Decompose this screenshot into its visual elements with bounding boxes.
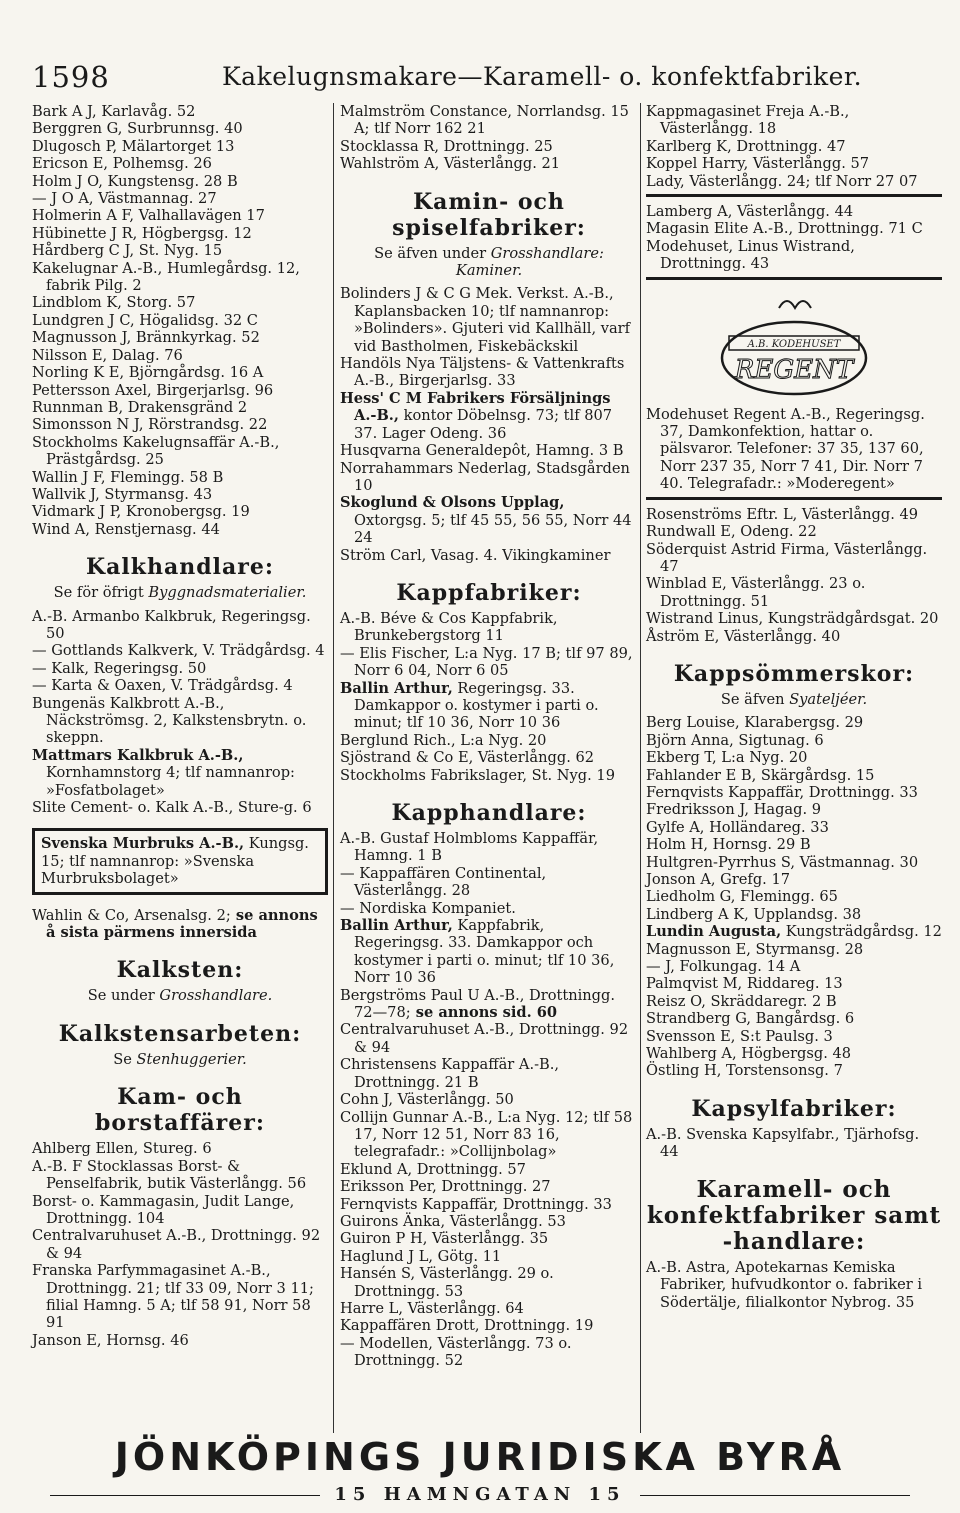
list-item: Kappaffären Drott, Drottningg. 19 <box>340 1317 594 1335</box>
entry-list <box>646 941 942 1080</box>
section-heading-kappsommerskor: Kappsömmerskor: <box>673 660 915 687</box>
list-item: Holmerin A F, Valhallavägen 17 <box>32 207 265 225</box>
list-item: Fredriksson J, Hagag. 9 <box>646 801 822 819</box>
list-item: Guirons Änka, Västerlångg. 53 <box>340 1212 566 1230</box>
list-item: Harre L, Västerlångg. 64 <box>340 1299 524 1317</box>
section-note: Se för öfrigt Byggnadsmaterialier. <box>53 584 307 602</box>
list-item: Mattmars Kalkbruk A.-B., Kornhamnstorg 4; tlf namnanrop: »Fosfatbolaget» <box>32 746 295 799</box>
advert-box-murbruk: Svenska Murbruks A.-B., Kungsg. 15; tlf namnanrop: »Svenska Murbruksbolaget» <box>32 828 328 894</box>
list-item: Liedholm G, Flemingg. 65 <box>646 888 838 906</box>
section-heading-kalksten: Kalksten: <box>116 957 244 984</box>
list-item: Malmström Constance, Norrlandsg. 15 A; tlf Norr 162 21 <box>340 103 629 138</box>
list-item: A.-B. Béve & Cos Kappfabrik, Brunkebergstorg 11 <box>340 609 558 645</box>
list-item: Lundin Augusta, Kungsträdgårdsg. 12 <box>646 923 942 941</box>
list-item: Magnusson J, Brännkyrkag. 52 <box>32 329 260 347</box>
list-item: Wahlin & Co, Arsenalsg. 2; se annons å sista pärmens innersida <box>32 906 318 942</box>
list-item: Handöls Nya Täljstens- & Vattenkrafts A.-B., Birgerjarlsg. 33 <box>340 355 625 390</box>
list-item: Lundgren J C, Högalidsg. 32 C <box>32 311 258 329</box>
list-item: Cohn J, Västerlångg. 50 <box>340 1091 514 1109</box>
list-item: — J, Folkungag. 14 A <box>646 958 801 976</box>
list-item: Collijn Gunnar A.-B., L:a Nyg. 12; tlf 58 17, Norr 12 51, Norr 83 16, telegrafadr.: »Collijnbolag» <box>340 1108 633 1161</box>
column-divider <box>640 103 641 1433</box>
list-item: — Nordiska Kompaniet. <box>340 899 516 917</box>
list-item: Strandberg G, Bangårdsg. 6 <box>646 1010 855 1028</box>
entry-list <box>340 442 638 494</box>
list-item: Nilsson E, Dalag. 76 <box>32 346 183 364</box>
list-item: A.-B. Svenska Kapsylfabr., Tjärhofsg. 44 <box>646 1125 920 1161</box>
crown-icon <box>779 301 811 308</box>
column-1 <box>32 103 328 1349</box>
list-item: Hess' C M Fabrikers Försäljnings A.-B., kontor Döbelnsg. 73; tlf 807 37. Lager Odeng. 36 <box>340 389 613 442</box>
list-item: Holm H, Hornsg. 29 B <box>646 836 811 854</box>
entry-list <box>340 1021 638 1369</box>
section-heading-kalkhandlare: Kalkhandlare: <box>86 554 274 581</box>
section-note: Se äfven Syateljéer. <box>720 690 868 708</box>
page-header <box>32 60 932 102</box>
entry-list <box>646 1259 942 1311</box>
footer-rule <box>50 1495 320 1496</box>
list-item: Ström Carl, Vasag. 4. Vikingkaminer <box>340 546 611 564</box>
list-item: Bolinders J & C G Mek. Verkst. A.-B., Kaplansbacken 10; tlf namnanrop: »Bolinders». Gjuteri vid Kallhäll, varf vid Bastholmen, Fiskebäckskil <box>340 285 631 355</box>
footer-address-text: 15 HAMNGATAN 15 <box>334 1484 626 1505</box>
column-3 <box>646 103 942 1311</box>
list-item: Eriksson Per, Drottningg. 27 <box>340 1178 551 1196</box>
list-item: Winblad E, Västerlångg. 23 o. Drottningg. 51 <box>646 575 866 610</box>
divider <box>646 194 942 197</box>
list-item: Stockholms Fabrikslager, St. Nyg. 19 <box>340 766 615 784</box>
list-item: Runnman B, Drakensgränd 2 <box>32 398 248 416</box>
section-heading-kamin: Kamin- och spiselfabriker: <box>392 188 586 241</box>
entry-list <box>32 103 328 538</box>
list-item: Wallvik J, Styrmansg. 43 <box>32 485 213 503</box>
list-item: — Karta & Oaxen, V. Trädgårdsg. 4 <box>32 677 293 695</box>
page-title: Kakelugnsmakare—Karamell- o. konfektfabriker. <box>222 62 863 91</box>
divider <box>646 497 942 500</box>
list-item: Bergströms Paul U A.-B., Drottningg. 72—78; se annons sid. 60 <box>340 986 616 1022</box>
column-2 <box>340 103 638 1370</box>
list-item: — Kappaffären Continental, Västerlångg. 28 <box>340 864 547 900</box>
section-heading-kalkstensarbeten: Kalkstensarbeten: <box>58 1020 302 1047</box>
entry-list <box>340 732 638 784</box>
entry-list <box>646 203 942 273</box>
list-item: Fernqvists Kappaffär, Drottningg. 33 <box>340 1195 612 1213</box>
list-item: Centralvaruhuset A.-B., Drottningg. 92 & 94 <box>340 1021 629 1056</box>
list-item: Simonsson N J, Rörstrandsg. 22 <box>32 416 268 434</box>
list-item: Sjöstrand & Co E, Västerlångg. 62 <box>340 749 595 767</box>
list-item: Modehuset Regent A.-B., Regeringsg. 37, Damkonfektion, hattar o. pälsvaror. Telefoner: 37 35, 137 60, Norr 237 35, Norr 7 41, Dir. Norr 7 40. Telegrafadr.: »Moderegent» <box>646 405 925 493</box>
list-item: Bark A J, Karlavåg. 52 <box>32 103 196 120</box>
list-item: — Modellen, Västerlångg. 73 o. Drottningg. 52 <box>340 1334 572 1370</box>
list-item: Reisz O, Skräddaregr. 2 B <box>646 992 837 1010</box>
list-item: Slite Cement- o. Kalk A.-B., Sture-g. 6 <box>32 799 312 817</box>
list-item: Wind A, Renstjernasg. 44 <box>32 520 220 538</box>
list-item: Fahlander E B, Skärgårdsg. 15 <box>646 766 875 784</box>
list-item: Östling H, Torstensonsg. 7 <box>646 1062 843 1080</box>
entry-list <box>340 103 638 173</box>
list-item: Ballin Arthur, Regeringsg. 33. Damkappor o. kostymer i parti o. minut; tlf 10 36, Norr 10 36 <box>340 679 599 732</box>
list-item: Berg Louise, Klarabergsg. 29 <box>646 714 864 732</box>
list-item: Haglund J L, Götg. 11 <box>340 1247 502 1265</box>
entry-list <box>340 610 638 680</box>
list-item: Eklund A, Drottningg. 57 <box>340 1160 526 1178</box>
section-note: Se under Grosshandlare. <box>87 987 273 1005</box>
entry-list <box>646 714 942 923</box>
list-item: Franska Parfymmagasinet A.-B., Drottningg. 21; tlf 33 09, Norr 3 11; filial Hamng. 5 A; tlf 58 91, Norr 58 91 <box>32 1262 314 1332</box>
list-item: Lady, Västerlångg. 24; tlf Norr 27 07 <box>646 172 918 190</box>
list-item: Janson E, Hornsg. 46 <box>32 1331 189 1349</box>
list-item: Åström E, Västerlångg. 40 <box>646 627 841 645</box>
list-item: Ahlberg Ellen, Stureg. 6 <box>32 1140 212 1158</box>
list-item: Berggren G, Surbrunnsg. 40 <box>32 120 243 138</box>
list-item: Bungenäs Kalkbrott A.-B., Näckströmsg. 2, Kalkstensbrytn. o. skeppn. <box>32 694 307 747</box>
section-note: Se Stenhuggerier. <box>113 1050 247 1068</box>
list-item: Fernqvists Kappaffär, Drottningg. 33 <box>646 783 918 801</box>
list-item: Söderquist Astrid Firma, Västerlångg. 47 <box>646 540 928 575</box>
entry-list <box>646 103 942 190</box>
list-item: Lindberg A K, Upplandsg. 38 <box>646 905 862 923</box>
list-item: — Gottlands Kalkverk, V. Trädgårdsg. 4 <box>32 642 325 660</box>
list-item: — J O A, Västmannag. 27 <box>32 190 217 208</box>
list-item: Wahlberg A, Högbergsg. 48 <box>646 1045 852 1063</box>
list-item: A.-B. Armanbo Kalkbruk, Regeringsg. 50 <box>32 607 311 642</box>
list-item: Wahlström A, Västerlångg. 21 <box>340 155 561 173</box>
list-item: Modehuset, Linus Wistrand, Drottningg. 43 <box>646 237 855 273</box>
logo-small-text: A.B. KODEHUSET <box>747 338 841 350</box>
list-item: Stockholms Kakelugnsaffär A.-B., Prästgårdsg. 25 <box>32 433 280 469</box>
list-item: Ekberg T, L:a Nyg. 20 <box>646 749 808 767</box>
list-item: Berglund Rich., L:a Nyg. 20 <box>340 731 547 749</box>
list-item: — Elis Fischer, L:a Nyg. 17 B; tlf 97 89, Norr 6 04, Norr 6 05 <box>340 644 633 680</box>
footer-banner: JÖNKÖPINGS JURIDISKA BYRÅ <box>114 1435 846 1479</box>
list-item: — Kalk, Regeringsg. 50 <box>32 659 207 677</box>
list-item: Hansén S, Västerlångg. 29 o. Drottningg. 53 <box>340 1265 554 1300</box>
footer-address <box>28 1484 932 1506</box>
list-item: Dlugosch P, Mälartorget 13 <box>32 137 235 155</box>
list-item: A.-B. F Stocklassas Borst- & Penselfabrik, butik Västerlångg. 56 <box>32 1157 307 1193</box>
list-item: Kakelugnar A.-B., Humlegårdsg. 12, fabrik Pilg. 2 <box>32 259 300 295</box>
list-item: Ericson E, Polhemsg. 26 <box>32 155 212 173</box>
list-item: Lindblom K, Storg. 57 <box>32 294 196 312</box>
list-item: Centralvaruhuset A.-B., Drottningg. 92 & 94 <box>32 1227 321 1262</box>
section-heading-kapsyl: Kapsylfabriker: <box>691 1095 897 1122</box>
list-item: Magnusson E, Styrmansg. 28 <box>646 940 864 958</box>
list-item: Magasin Elite A.-B., Drottningg. 71 C <box>646 220 923 238</box>
list-item: Wistrand Linus, Kungsträdgårdsgat. 20 <box>646 610 939 628</box>
list-item: Stocklassa R, Drottningg. 25 <box>340 137 553 155</box>
section-heading-kam: Kam- och borstaffärer: <box>95 1084 265 1137</box>
list-item: Guiron P H, Västerlångg. 35 <box>340 1230 549 1248</box>
list-item: Norrahammars Nederlag, Stadsgården 10 <box>340 459 630 494</box>
entry-list <box>340 830 638 917</box>
list-item: Wallin J F, Flemingg. 58 B <box>32 468 224 486</box>
logo-main-text: REGENT <box>734 354 854 385</box>
list-item: Karlberg K, Drottningg. 47 <box>646 137 846 155</box>
list-item: Rundwall E, Odeng. 22 <box>646 523 817 541</box>
list-item: Holm J O, Kungstensg. 28 B <box>32 172 238 190</box>
list-item: Kappmagasinet Freja A.-B., Västerlångg. 18 <box>646 103 850 138</box>
section-heading-karamell: Karamell- och konfektfabriker samt -handlare: <box>646 1175 942 1255</box>
list-item: Jonson A, Grefg. 17 <box>646 871 791 888</box>
list-item: Hårdberg C J, St. Nyg. 15 <box>32 242 223 260</box>
section-note: Se äfven under Grosshandlare: Kaminer. <box>374 244 604 280</box>
list-item: Palmqvist M, Riddareg. 13 <box>646 975 843 993</box>
list-item: Pettersson Axel, Birgerjarlsg. 96 <box>32 381 274 399</box>
entry-list <box>646 506 942 645</box>
regent-logo <box>709 290 879 400</box>
divider <box>646 277 942 280</box>
footer-rule <box>640 1495 910 1496</box>
page-number: 1598 <box>32 60 110 94</box>
list-item: Gylfe A, Holländareg. 33 <box>646 818 829 836</box>
list-item: A.-B. Gustaf Holmbloms Kappaffär, Hamng. 1 B <box>340 830 599 865</box>
entry-list <box>340 285 638 389</box>
list-item: Koppel Harry, Västerlångg. 57 <box>646 155 870 173</box>
list-item: Hübinette J R, Högbergsg. 12 <box>32 224 252 242</box>
entry-list <box>32 608 328 747</box>
list-item: Skoglund & Olsons Upplag, Oxtorgsg. 5; tlf 45 55, 56 55, Norr 44 24 <box>340 494 632 547</box>
list-item: Ballin Arthur, Kappfabrik, Regeringsg. 33. Damkappor och kostymer i parti o. minut; tlf 10 36, Norr 10 36 <box>340 917 615 987</box>
list-item: A.-B. Astra, Apotekarnas Kemiska Fabriker, hufvudkontor o. fabriker i Södertälje, filialkontor Nybrog. 35 <box>646 1258 923 1311</box>
list-item: Vidmark J P, Kronobergsg. 19 <box>32 503 250 521</box>
list-item: Rosenströms Eftr. L, Västerlångg. 49 <box>646 505 919 523</box>
entry-list <box>646 1126 942 1161</box>
list-item: Norling K E, Björngårdsg. 16 A <box>32 364 264 382</box>
list-item: Husqvarna Generaldepôt, Hamng. 3 B <box>340 442 624 460</box>
column-divider <box>333 103 334 1433</box>
entry-list <box>32 1140 328 1349</box>
section-heading-kapphandlare: Kapphandlare: <box>391 800 587 826</box>
list-item: Björn Anna, Sigtunag. 6 <box>646 731 824 749</box>
list-item: Svensson E, S:t Paulsg. 3 <box>646 1027 833 1045</box>
list-item: Christensens Kappaffär A.-B., Drottningg. 21 B <box>340 1056 560 1091</box>
list-item: Hultgren-Pyrrhus S, Västmannag. 30 <box>646 853 919 871</box>
section-heading-kappfabriker: Kappfabriker: <box>396 579 582 606</box>
list-item: Lamberg A, Västerlångg. 44 <box>646 203 854 221</box>
list-item: Borst- o. Kammagasin, Judit Lange, Drottningg. 104 <box>32 1192 295 1227</box>
